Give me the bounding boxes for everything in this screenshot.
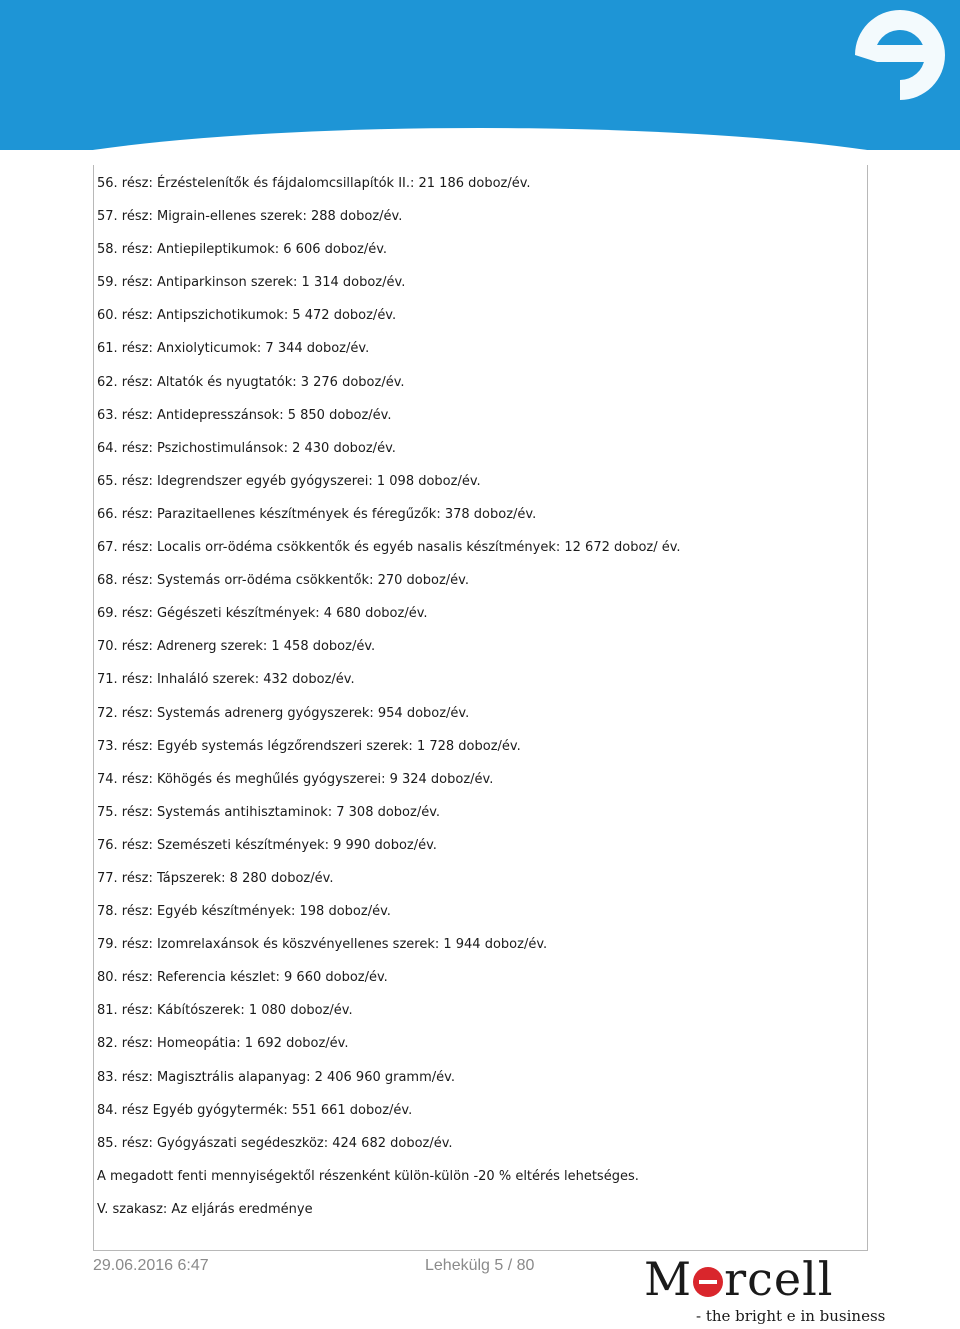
- document-line: 78. rész: Egyéb készítmények: 198 doboz/év.: [97, 904, 391, 920]
- document-line: 73. rész: Egyéb systemás légzőrendszeri szerek: 1 728 doboz/év.: [97, 738, 521, 754]
- document-line: 56. rész: Érzéstelenítők és fájdalomcsillapítók II.: 21 186 doboz/év.: [97, 176, 531, 191]
- document-line: V. szakasz: Az eljárás eredménye: [97, 1201, 313, 1217]
- page-counter: Lehekülg 5 / 80: [425, 1257, 535, 1274]
- brand-name-end: rcell: [724, 1252, 834, 1306]
- brand-tagline: - the bright e in business: [696, 1307, 886, 1325]
- brand-name-start: M: [644, 1252, 693, 1306]
- frame-left-rule: [93, 165, 94, 1250]
- document-line: 81. rész: Kábítószerek: 1 080 doboz/év.: [97, 1003, 353, 1019]
- header-wave-shape: [0, 128, 960, 150]
- page-header-banner: [0, 0, 960, 150]
- document-line: 66. rész: Parazitaellenes készítmények és féregűzők: 378 doboz/év.: [97, 506, 537, 522]
- document-line: 68. rész: Systemás orr-ödéma csökkentők: 270 doboz/év.: [97, 573, 469, 589]
- document-line: 77. rész: Tápszerek: 8 280 doboz/év.: [97, 870, 334, 886]
- brand-e-icon: [693, 1267, 723, 1297]
- document-line: 67. rész: Localis orr-ödéma csökkentők és egyéb nasalis készítmények: 12 672 doboz/ év.: [97, 540, 681, 556]
- document-line: 71. rész: Inhaláló szerek: 432 doboz/év.: [97, 672, 355, 688]
- document-line: 64. rész: Pszichostimulánsok: 2 430 doboz/év.: [97, 440, 396, 456]
- brand-wordmark: [644, 1253, 834, 1305]
- document-line: 82. rész: Homeopátia: 1 692 doboz/év.: [97, 1036, 349, 1052]
- frame-right-rule: [867, 165, 868, 1250]
- document-line: 84. rész Egyéb gyógytermék: 551 661 doboz/év.: [97, 1102, 413, 1118]
- document-line: 72. rész: Systemás adrenerg gyógyszerek: 954 doboz/év.: [97, 705, 470, 721]
- document-line: 60. rész: Antipszichotikumok: 5 472 doboz/év.: [97, 308, 397, 324]
- footer-rule: [93, 1250, 868, 1251]
- document-line: 58. rész: Antiepileptikumok: 6 606 doboz/év.: [97, 242, 388, 258]
- document-line: 65. rész: Idegrendszer egyéb gyógyszerei: 1 098 doboz/év.: [97, 473, 481, 489]
- document-line: 57. rész: Migrain-ellenes szerek: 288 doboz/év.: [97, 209, 403, 225]
- document-line: 76. rész: Szemészeti készítmények: 9 990 doboz/év.: [97, 837, 437, 853]
- document-line: 63. rész: Antidepresszánsok: 5 850 doboz/év.: [97, 407, 392, 423]
- document-body: [97, 174, 857, 1233]
- document-line: 80. rész: Referencia készlet: 9 660 doboz/év.: [97, 970, 388, 986]
- document-line: 61. rész: Anxiolyticumok: 7 344 doboz/év.: [97, 341, 370, 357]
- footer-timestamp: 29.06.2016 6:47: [93, 1257, 209, 1274]
- document-line: 75. rész: Systemás antihisztaminok: 7 308 doboz/év.: [97, 804, 441, 820]
- document-line: 85. rész: Gyógyászati segédeszköz: 424 682 doboz/év.: [97, 1135, 453, 1151]
- document-line: 59. rész: Antiparkinson szerek: 1 314 doboz/év.: [97, 275, 406, 291]
- document-line: 79. rész: Izomrelaxánsok és köszvényellenes szerek: 1 944 doboz/év.: [97, 937, 548, 953]
- document-line: A megadott fenti mennyiségektől részenként külön-külön -20 % eltérés lehetséges.: [97, 1168, 639, 1184]
- marcell-logo: [640, 1252, 886, 1329]
- document-line: 69. rész: Gégészeti készítmények: 4 680 doboz/év.: [97, 606, 428, 622]
- document-line: 62. rész: Altatók és nyugtatók: 3 276 doboz/év.: [97, 374, 405, 390]
- document-line: 70. rész: Adrenerg szerek: 1 458 doboz/év.: [97, 639, 376, 655]
- e-logo-icon: [830, 0, 960, 110]
- document-line: 83. rész: Magisztrális alapanyag: 2 406 960 gramm/év.: [97, 1069, 455, 1085]
- document-line: 74. rész: Köhögés és meghűlés gyógyszerei: 9 324 doboz/év.: [97, 771, 494, 787]
